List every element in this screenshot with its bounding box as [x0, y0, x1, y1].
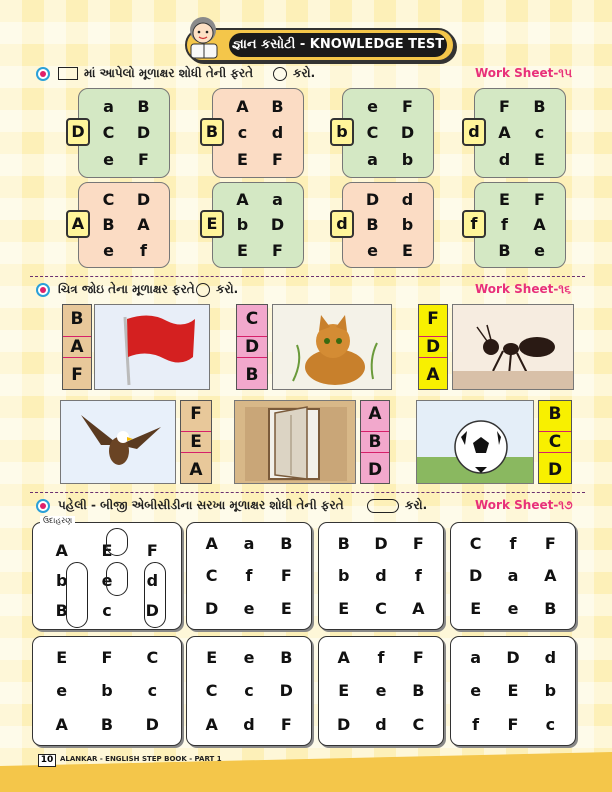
letter[interactable]: f	[377, 648, 385, 668]
letter-card	[186, 636, 312, 746]
letter[interactable]: E	[206, 648, 218, 668]
letter[interactable]: A	[337, 648, 350, 668]
letter[interactable]: C	[205, 681, 218, 701]
key-letter-box: f	[462, 210, 486, 238]
section-divider	[30, 276, 585, 277]
letter: F	[71, 365, 83, 386]
cat-letter-strip	[236, 304, 268, 390]
letter[interactable]: B	[55, 600, 68, 620]
letter[interactable]: C	[102, 190, 115, 210]
ant-icon	[453, 305, 574, 390]
cat-icon	[273, 305, 392, 390]
letter[interactable]: a	[272, 190, 283, 210]
letter[interactable]: D	[337, 714, 351, 734]
letter-card	[474, 182, 566, 268]
letter[interactable]: e	[375, 681, 387, 701]
letter[interactable]: e	[534, 240, 545, 260]
worksheet-15-label: Work Sheet-૧૫	[475, 66, 573, 80]
letter[interactable]: d	[401, 190, 414, 210]
letter[interactable]: B	[337, 533, 350, 553]
letter[interactable]: e	[367, 240, 378, 260]
letter[interactable]: E	[470, 599, 482, 619]
page-title: જ્ઞાન કસોટી - KNOWLEDGE TEST	[229, 33, 447, 57]
oval-symbol	[367, 499, 399, 513]
letter[interactable]: D	[469, 566, 483, 586]
worksheet-16-label: Work Sheet-૧૬	[475, 282, 571, 296]
header-banner	[185, 28, 455, 62]
letter[interactable]: D	[374, 533, 388, 553]
letter[interactable]: F	[534, 190, 545, 210]
worksheet-17-label: Work Sheet-૧૭	[475, 498, 573, 512]
key-letter-box: D	[66, 118, 90, 146]
letter-card	[318, 522, 444, 630]
letter: A	[368, 404, 382, 425]
letter[interactable]: D	[145, 600, 159, 620]
letter[interactable]: B	[533, 96, 546, 116]
letter[interactable]: F	[280, 714, 292, 734]
letter[interactable]: D	[205, 599, 219, 619]
letter[interactable]: c	[147, 681, 158, 701]
letter[interactable]: F	[412, 533, 424, 553]
letter[interactable]: B	[137, 96, 150, 116]
section3-instruction-end: કરો.	[405, 498, 428, 512]
letter[interactable]: e	[243, 599, 255, 619]
letter[interactable]: D	[400, 123, 415, 143]
section2-instruction-end: કરો.	[216, 282, 239, 296]
letter: D	[547, 459, 563, 480]
football-icon	[417, 401, 534, 484]
letter[interactable]: F	[280, 566, 292, 586]
letter: C	[539, 431, 571, 453]
cat-picture	[272, 304, 392, 390]
flag-icon	[95, 305, 210, 390]
section1-instruction-end: કરો.	[293, 66, 316, 80]
letter[interactable]: F	[138, 150, 149, 170]
letter[interactable]: F	[146, 540, 158, 560]
letter[interactable]: A	[498, 123, 511, 143]
letter[interactable]: e	[103, 150, 114, 170]
letter: A	[189, 459, 203, 480]
letter[interactable]: f	[509, 533, 517, 553]
letter[interactable]: D	[506, 648, 520, 668]
letter-card	[450, 636, 576, 746]
letter[interactable]: F	[507, 714, 519, 734]
letter[interactable]: B	[100, 714, 114, 734]
letter[interactable]: e	[470, 681, 482, 701]
flag-letter-strip	[62, 304, 92, 390]
letter[interactable]: C	[146, 648, 159, 668]
letter-card	[450, 522, 576, 630]
letter[interactable]: F	[544, 533, 556, 553]
letter[interactable]: c	[244, 681, 254, 701]
letter[interactable]: d	[271, 123, 284, 143]
letter[interactable]: D	[145, 714, 159, 734]
letter[interactable]: E	[56, 648, 68, 668]
letter[interactable]: F	[101, 648, 113, 668]
letter: C	[245, 308, 259, 329]
letter: B	[245, 365, 259, 386]
letter: D	[419, 336, 447, 358]
example-oval-mark	[144, 562, 166, 628]
letter[interactable]: D	[279, 681, 293, 701]
example-oval-mark	[106, 562, 128, 596]
section2-instruction: ચિત્ર જોઇ તેના મૂળાક્ષર ફરતે	[58, 282, 195, 296]
letter[interactable]: C	[205, 566, 218, 586]
letter[interactable]: C	[102, 123, 115, 143]
letter[interactable]: d	[243, 714, 255, 734]
ant-picture	[452, 304, 574, 390]
letter[interactable]: d	[146, 570, 159, 590]
door-picture	[234, 400, 356, 484]
ball-picture	[416, 400, 534, 484]
letter-card	[32, 636, 182, 746]
letter[interactable]: e	[101, 570, 113, 590]
letter[interactable]: b	[236, 215, 249, 235]
letter[interactable]: c	[102, 600, 112, 620]
letter: D	[237, 336, 267, 358]
letter: F	[190, 404, 202, 425]
letter[interactable]: E	[280, 599, 292, 619]
section2-bullet	[36, 283, 50, 297]
letter[interactable]: D	[136, 123, 151, 143]
letter[interactable]: F	[412, 648, 424, 668]
example-label: ઉદાહરણ	[40, 516, 75, 526]
key-letter-box: B	[200, 118, 224, 146]
letter[interactable]: b	[337, 566, 350, 586]
eagle-letter-strip	[180, 400, 212, 484]
letter[interactable]: E	[402, 240, 413, 260]
letter: A	[63, 336, 91, 358]
letter[interactable]: e	[243, 648, 255, 668]
letter[interactable]: e	[103, 240, 114, 260]
letter[interactable]: A	[236, 190, 249, 210]
letter[interactable]: c	[237, 123, 248, 143]
letter[interactable]: b	[401, 150, 414, 170]
eagle-picture	[60, 400, 176, 484]
letter[interactable]: a	[507, 566, 519, 586]
letter[interactable]: a	[367, 150, 378, 170]
letter[interactable]: d	[544, 648, 557, 668]
letter-card	[212, 88, 304, 178]
letter[interactable]: C	[469, 533, 482, 553]
letter[interactable]: C	[412, 714, 425, 734]
section1-instruction: માં આપેલો મૂળાક્ષર શોધી તેની ફરતે	[84, 66, 254, 80]
letter: B	[548, 404, 562, 425]
letter: E	[181, 431, 211, 453]
door-icon	[235, 401, 356, 484]
letter[interactable]: F	[402, 96, 413, 116]
letter[interactable]: A	[236, 96, 249, 116]
letter[interactable]: E	[507, 681, 519, 701]
letter[interactable]: B	[366, 215, 379, 235]
letter[interactable]: A	[137, 215, 150, 235]
letter[interactable]: E	[499, 190, 510, 210]
letter[interactable]: B	[544, 599, 557, 619]
letter-card	[474, 88, 566, 178]
letter[interactable]: D	[270, 215, 285, 235]
letter[interactable]: d	[375, 566, 387, 586]
letter-card	[342, 182, 434, 268]
key-letter-box: d	[462, 118, 486, 146]
letter[interactable]: A	[55, 714, 68, 734]
letter-card	[78, 182, 170, 268]
door-letter-strip	[360, 400, 390, 484]
section3-instruction: પહેલી - બીજી એબીસીડીના સરખા મૂળાક્ષર શોધી તેની ફરતે	[58, 498, 344, 512]
letter[interactable]: d	[498, 150, 511, 170]
letter-card	[186, 522, 312, 630]
letter[interactable]: E	[534, 150, 545, 170]
key-letter-box: E	[200, 210, 224, 238]
circle-symbol	[273, 67, 287, 81]
letter-card	[212, 182, 304, 268]
letter[interactable]: f	[414, 566, 422, 586]
letter[interactable]: f	[140, 240, 147, 260]
letter[interactable]: B	[280, 648, 293, 668]
letter[interactable]: B	[102, 215, 115, 235]
letter[interactable]: e	[56, 681, 68, 701]
letter[interactable]: A	[205, 533, 218, 553]
ant-letter-strip	[418, 304, 448, 390]
letter[interactable]: B	[271, 96, 284, 116]
example-oval-mark	[106, 528, 128, 556]
letter[interactable]: A	[55, 540, 68, 560]
letter[interactable]: E	[237, 240, 248, 260]
letter[interactable]: F	[272, 240, 283, 260]
letter: B	[361, 431, 389, 453]
letter: F	[427, 308, 439, 329]
letter: B	[70, 308, 84, 329]
section-divider	[30, 492, 585, 493]
letter[interactable]: e	[507, 599, 519, 619]
letter[interactable]: E	[237, 150, 248, 170]
letter[interactable]: B	[498, 240, 511, 260]
letter[interactable]: a	[103, 96, 114, 116]
letter: D	[367, 459, 383, 480]
letter[interactable]: E	[101, 540, 113, 560]
letter[interactable]: f	[501, 215, 508, 235]
letter-card	[342, 88, 434, 178]
letter[interactable]: A	[544, 566, 557, 586]
letter[interactable]: a	[243, 533, 255, 553]
letter: A	[426, 365, 440, 386]
key-letter-box: b	[330, 118, 354, 146]
section1-box-symbol	[58, 67, 78, 80]
page-number: 10	[38, 754, 56, 767]
letter[interactable]: b	[55, 570, 68, 590]
letter-card	[318, 636, 444, 746]
ball-letter-strip	[538, 400, 572, 484]
letter[interactable]: C	[375, 599, 387, 619]
letter[interactable]: B	[280, 533, 293, 553]
letter[interactable]: f	[472, 714, 480, 734]
key-letter-box: d	[330, 210, 354, 238]
flag-picture	[94, 304, 210, 390]
circle-symbol	[196, 283, 210, 297]
letter[interactable]: F	[272, 150, 283, 170]
letter[interactable]: C	[366, 123, 379, 143]
letter[interactable]: c	[534, 123, 545, 143]
letter[interactable]: e	[367, 96, 378, 116]
footer-text: ALANKAR - ENGLISH STEP BOOK - PART 1	[60, 755, 222, 763]
letter[interactable]: E	[338, 681, 350, 701]
letter[interactable]: b	[401, 215, 414, 235]
eagle-icon	[61, 401, 176, 484]
letter[interactable]: D	[136, 190, 151, 210]
key-letter-box: A	[66, 210, 90, 238]
letter[interactable]: A	[205, 714, 218, 734]
girl-reading-icon	[183, 14, 225, 60]
letter[interactable]: F	[499, 96, 510, 116]
letter[interactable]: c	[545, 714, 556, 734]
example-oval-mark	[66, 562, 88, 628]
letter[interactable]: D	[365, 190, 380, 210]
section1-bullet	[36, 67, 50, 81]
letter-card	[78, 88, 170, 178]
section3-bullet	[36, 499, 50, 513]
letter[interactable]: d	[375, 714, 387, 734]
letter[interactable]: b	[544, 681, 557, 701]
letter[interactable]: E	[338, 599, 350, 619]
letter[interactable]: A	[533, 215, 546, 235]
letter[interactable]: a	[470, 648, 482, 668]
letter[interactable]: B	[412, 681, 425, 701]
letter[interactable]: A	[412, 599, 425, 619]
letter[interactable]: b	[101, 681, 113, 701]
letter[interactable]: f	[245, 566, 253, 586]
